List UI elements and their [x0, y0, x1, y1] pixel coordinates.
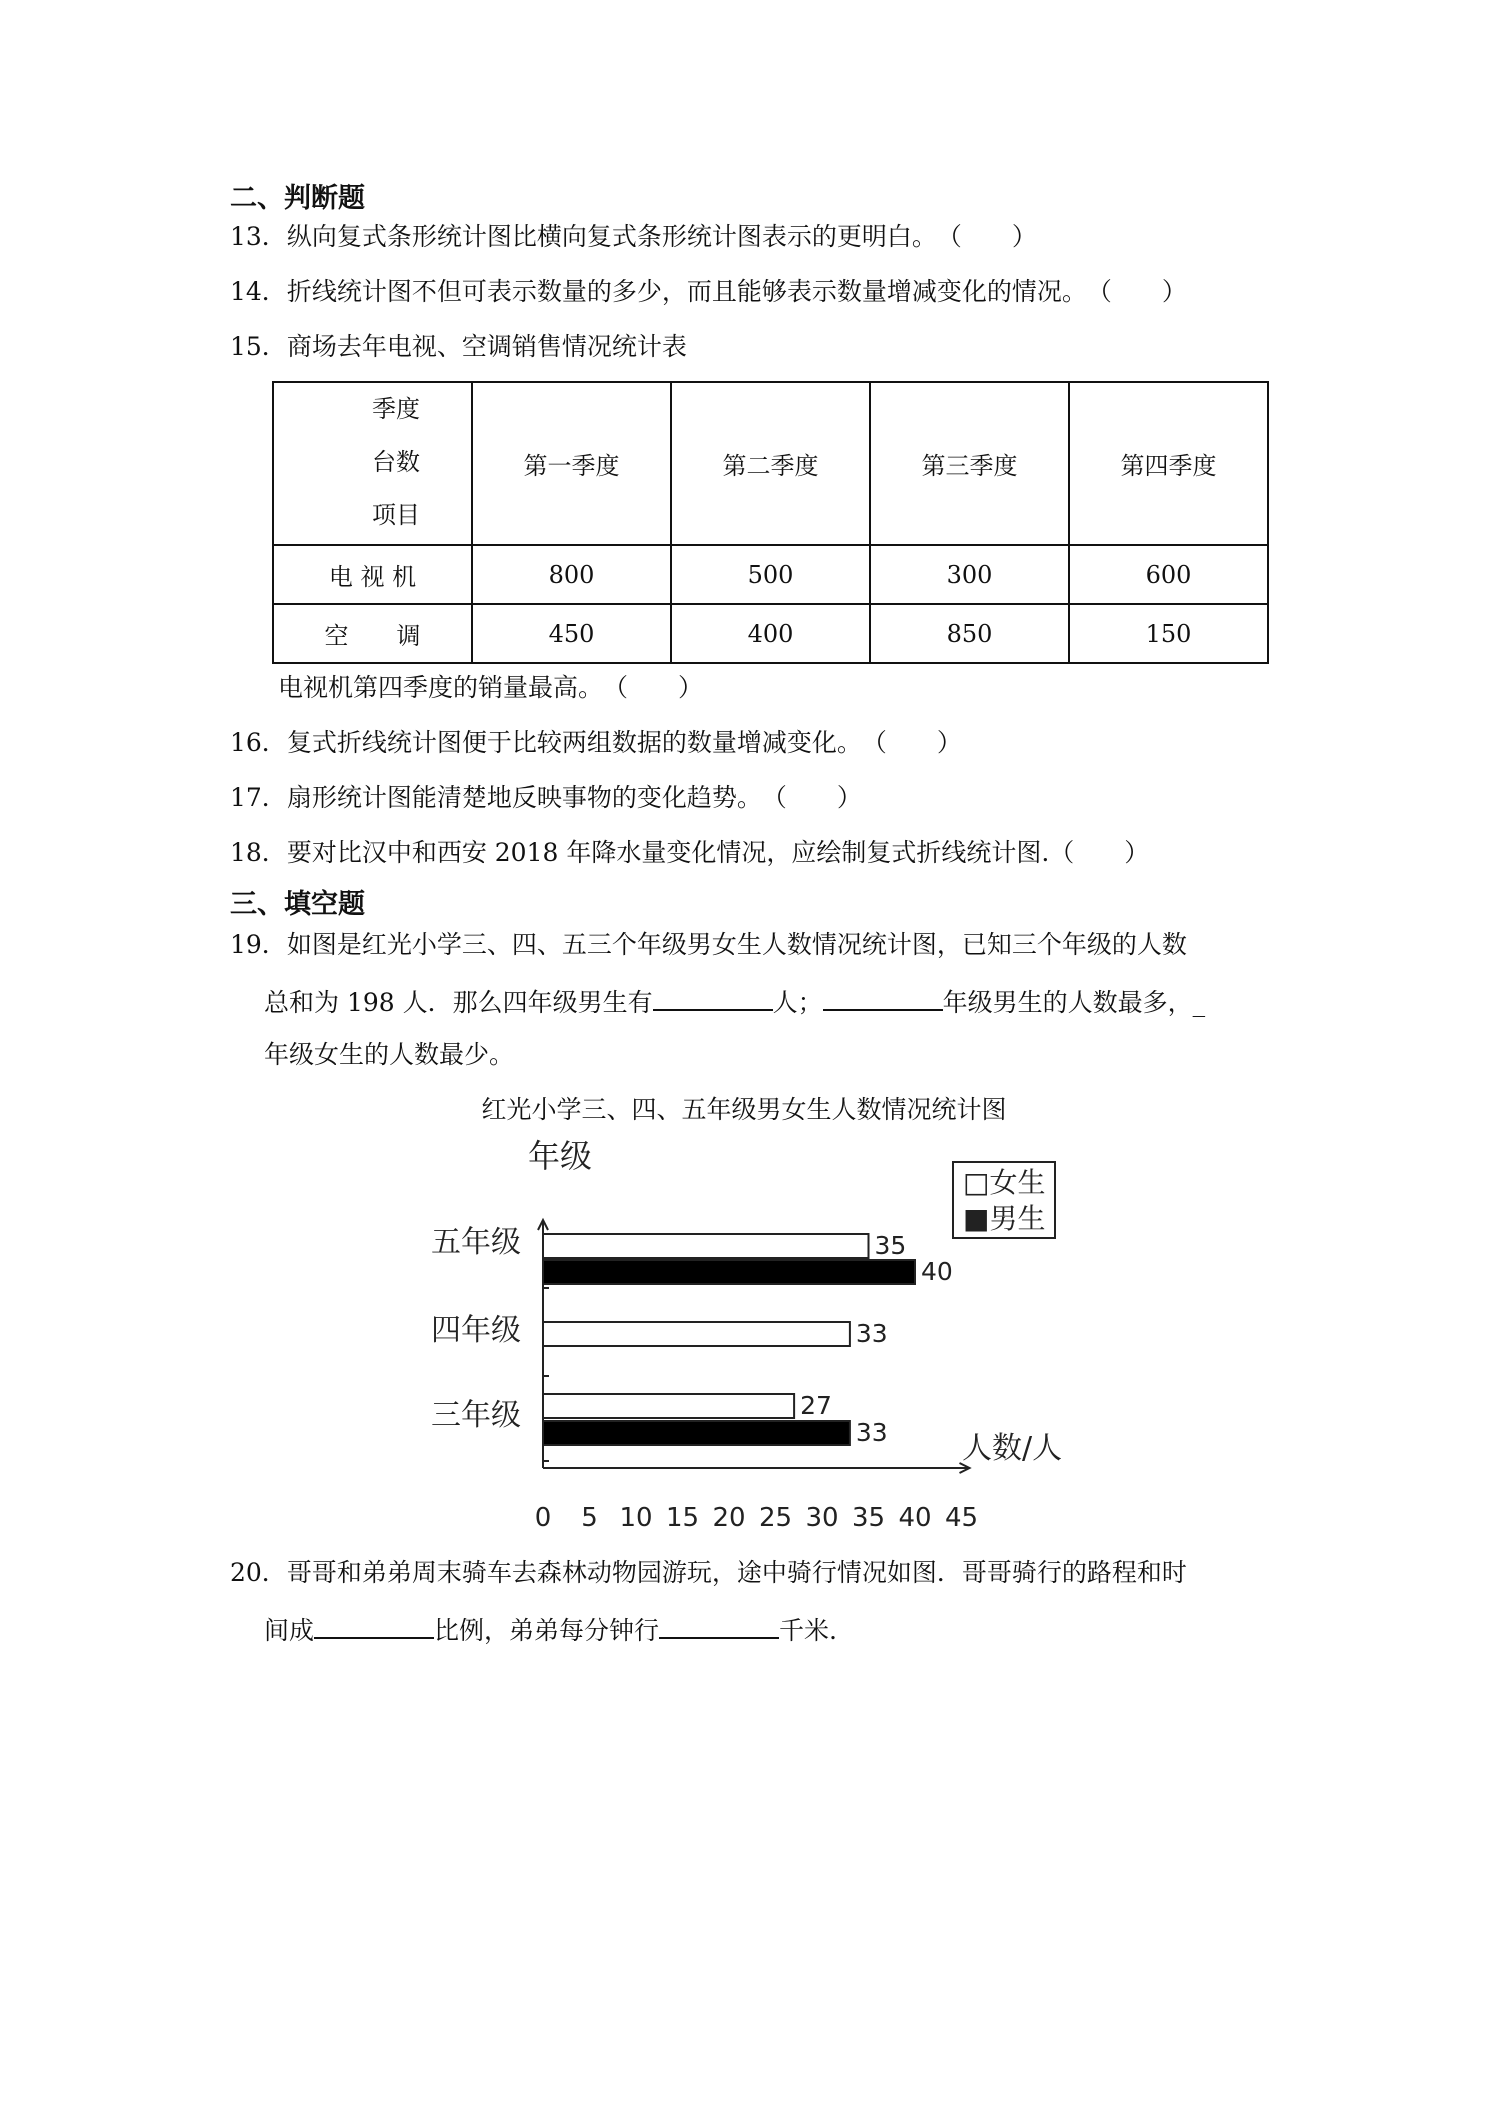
answer-blank[interactable] — [314, 1611, 434, 1639]
data-label: 33 — [855, 1418, 888, 1447]
x-tick-label: 10 — [619, 1503, 653, 1533]
question-text: 纵向复式条形统计图比横向复式条形统计图表示的更明白。 — [286, 222, 937, 251]
data-label: 33 — [855, 1319, 888, 1348]
question-text: 哥哥和弟弟周末骑车去森林动物园游玩，途中骑行情况如图．哥哥骑行的路程和时 — [286, 1558, 1187, 1587]
question-number: 13． — [230, 222, 287, 251]
question-number: 19． — [230, 930, 287, 959]
answer-parentheses[interactable]: （ ） — [1086, 277, 1187, 306]
bar-girls — [543, 1322, 850, 1346]
x-axis-label: 人数/人 — [962, 1431, 1063, 1466]
x-tick-label: 30 — [805, 1503, 839, 1533]
table-cell: 850 — [870, 604, 1069, 663]
question-text: 年级女生的人数最少。 — [264, 1040, 515, 1069]
question-text: 总和为 198 人．那么四年级男生有 — [264, 988, 653, 1017]
data-label: 27 — [800, 1391, 832, 1420]
bar-girls — [543, 1234, 869, 1258]
data-label: 40 — [921, 1257, 953, 1286]
table-cell: 300 — [870, 545, 1069, 604]
answer-parentheses[interactable]: （ ） — [936, 222, 1037, 251]
chart-plot-area — [431, 1162, 1055, 1533]
x-tick-label: 0 — [534, 1503, 552, 1533]
column-header: 第一季度 — [472, 382, 671, 545]
question-16 — [230, 726, 962, 760]
table-cell: 400 — [671, 604, 870, 663]
x-tick-label: 25 — [758, 1503, 793, 1533]
question-19-line-2 — [264, 983, 1205, 1020]
legend-entry: ■男生 — [963, 1202, 1046, 1235]
table-row — [273, 604, 1268, 663]
question-20-line-1 — [230, 1556, 1187, 1590]
answer-blank[interactable] — [823, 983, 943, 1011]
question-text: 如图是红光小学三、四、五三个年级男女生人数情况统计图，已知三个年级的人数 — [286, 930, 1187, 959]
answer-parentheses[interactable]: （ ） — [603, 673, 704, 702]
question-18 — [230, 836, 1149, 870]
bar-boys — [543, 1260, 915, 1284]
question-15 — [230, 330, 687, 364]
answer-parentheses[interactable]: （ ） — [761, 783, 862, 812]
question-number: 20． — [230, 1558, 287, 1587]
question-19-line-1 — [230, 928, 1187, 962]
question-text: 商场去年电视、空调销售情况统计表 — [286, 332, 687, 361]
category-label: 五年级 — [431, 1225, 521, 1260]
diag-label-season: 季度 — [372, 395, 420, 423]
chart-title: 红光小学三、四、五年级男女生人数情况统计图 — [481, 1095, 1007, 1124]
diagonal-header-cell — [273, 382, 472, 545]
row-label: 电 视 机 — [273, 545, 472, 604]
question-number: 16． — [230, 728, 287, 757]
bar-boys — [543, 1421, 850, 1445]
x-tick-label: 35 — [851, 1503, 886, 1533]
question-text: 千米. — [779, 1616, 837, 1645]
table-cell: 450 — [472, 604, 671, 663]
question-number: 14． — [230, 277, 287, 306]
category-label: 四年级 — [431, 1313, 521, 1348]
x-tick-label: 40 — [898, 1503, 932, 1533]
diag-label-units: 台数 — [372, 448, 420, 476]
question-number: 18． — [230, 838, 287, 867]
x-tick-label: 5 — [581, 1503, 598, 1533]
question-text: 间成 — [264, 1616, 315, 1645]
legend-entry: □女生 — [963, 1166, 1046, 1199]
statement-text: 电视机第四季度的销量最高。 — [278, 673, 604, 702]
question-text: 比例，弟弟每分钟行 — [434, 1616, 660, 1645]
question-text: 要对比汉中和西安 2018 年降水量变化情况，应绘制复式折线统计图. — [286, 838, 1050, 867]
question-15-statement — [278, 671, 703, 705]
table-cell: 600 — [1069, 545, 1268, 604]
answer-blank-short[interactable]: _ — [1192, 988, 1206, 1017]
diag-label-item: 项目 — [372, 501, 420, 529]
x-tick-label: 15 — [665, 1503, 700, 1533]
bar-girls — [543, 1394, 794, 1418]
table-cell: 800 — [472, 545, 671, 604]
column-header: 第二季度 — [671, 382, 870, 545]
question-text: 折线统计图不但可表示数量的多少，而且能够表示数量增减变化的情况。 — [286, 277, 1087, 306]
answer-parentheses[interactable]: （ ） — [861, 728, 962, 757]
section-heading-fill-in: 三、填空题 — [230, 889, 365, 920]
y-axis-label: 年级 — [528, 1137, 593, 1175]
column-header: 第三季度 — [870, 382, 1069, 545]
question-number: 17． — [230, 783, 287, 812]
table-row — [273, 545, 1268, 604]
answer-parentheses[interactable]: （ ） — [1049, 838, 1150, 867]
question-text: 年级男生的人数最多， — [942, 988, 1193, 1017]
row-label: 空 调 — [273, 604, 472, 663]
x-tick-label: 45 — [944, 1503, 979, 1533]
question-13 — [230, 220, 1037, 254]
sales-table — [272, 381, 1269, 664]
category-label: 三年级 — [431, 1398, 521, 1433]
answer-blank[interactable] — [653, 983, 773, 1011]
bar-chart — [380, 1130, 1100, 1550]
question-text: 复式折线统计图便于比较两组数据的数量增减变化。 — [286, 728, 862, 757]
data-label: 35 — [874, 1231, 907, 1260]
section-heading-judgment: 二、判断题 — [230, 183, 365, 214]
question-19-line-3 — [264, 1038, 514, 1072]
question-14 — [230, 275, 1187, 309]
table-cell: 500 — [671, 545, 870, 604]
x-tick-label: 20 — [712, 1503, 746, 1533]
question-17 — [230, 781, 862, 815]
answer-blank[interactable] — [659, 1611, 779, 1639]
question-number: 15． — [230, 332, 287, 361]
question-text: 扇形统计图能清楚地反映事物的变化趋势。 — [286, 783, 762, 812]
table-cell: 150 — [1069, 604, 1268, 663]
column-header: 第四季度 — [1069, 382, 1268, 545]
question-text: 人； — [772, 988, 823, 1017]
question-20-line-2 — [264, 1611, 837, 1648]
table-header-row — [273, 382, 1268, 545]
